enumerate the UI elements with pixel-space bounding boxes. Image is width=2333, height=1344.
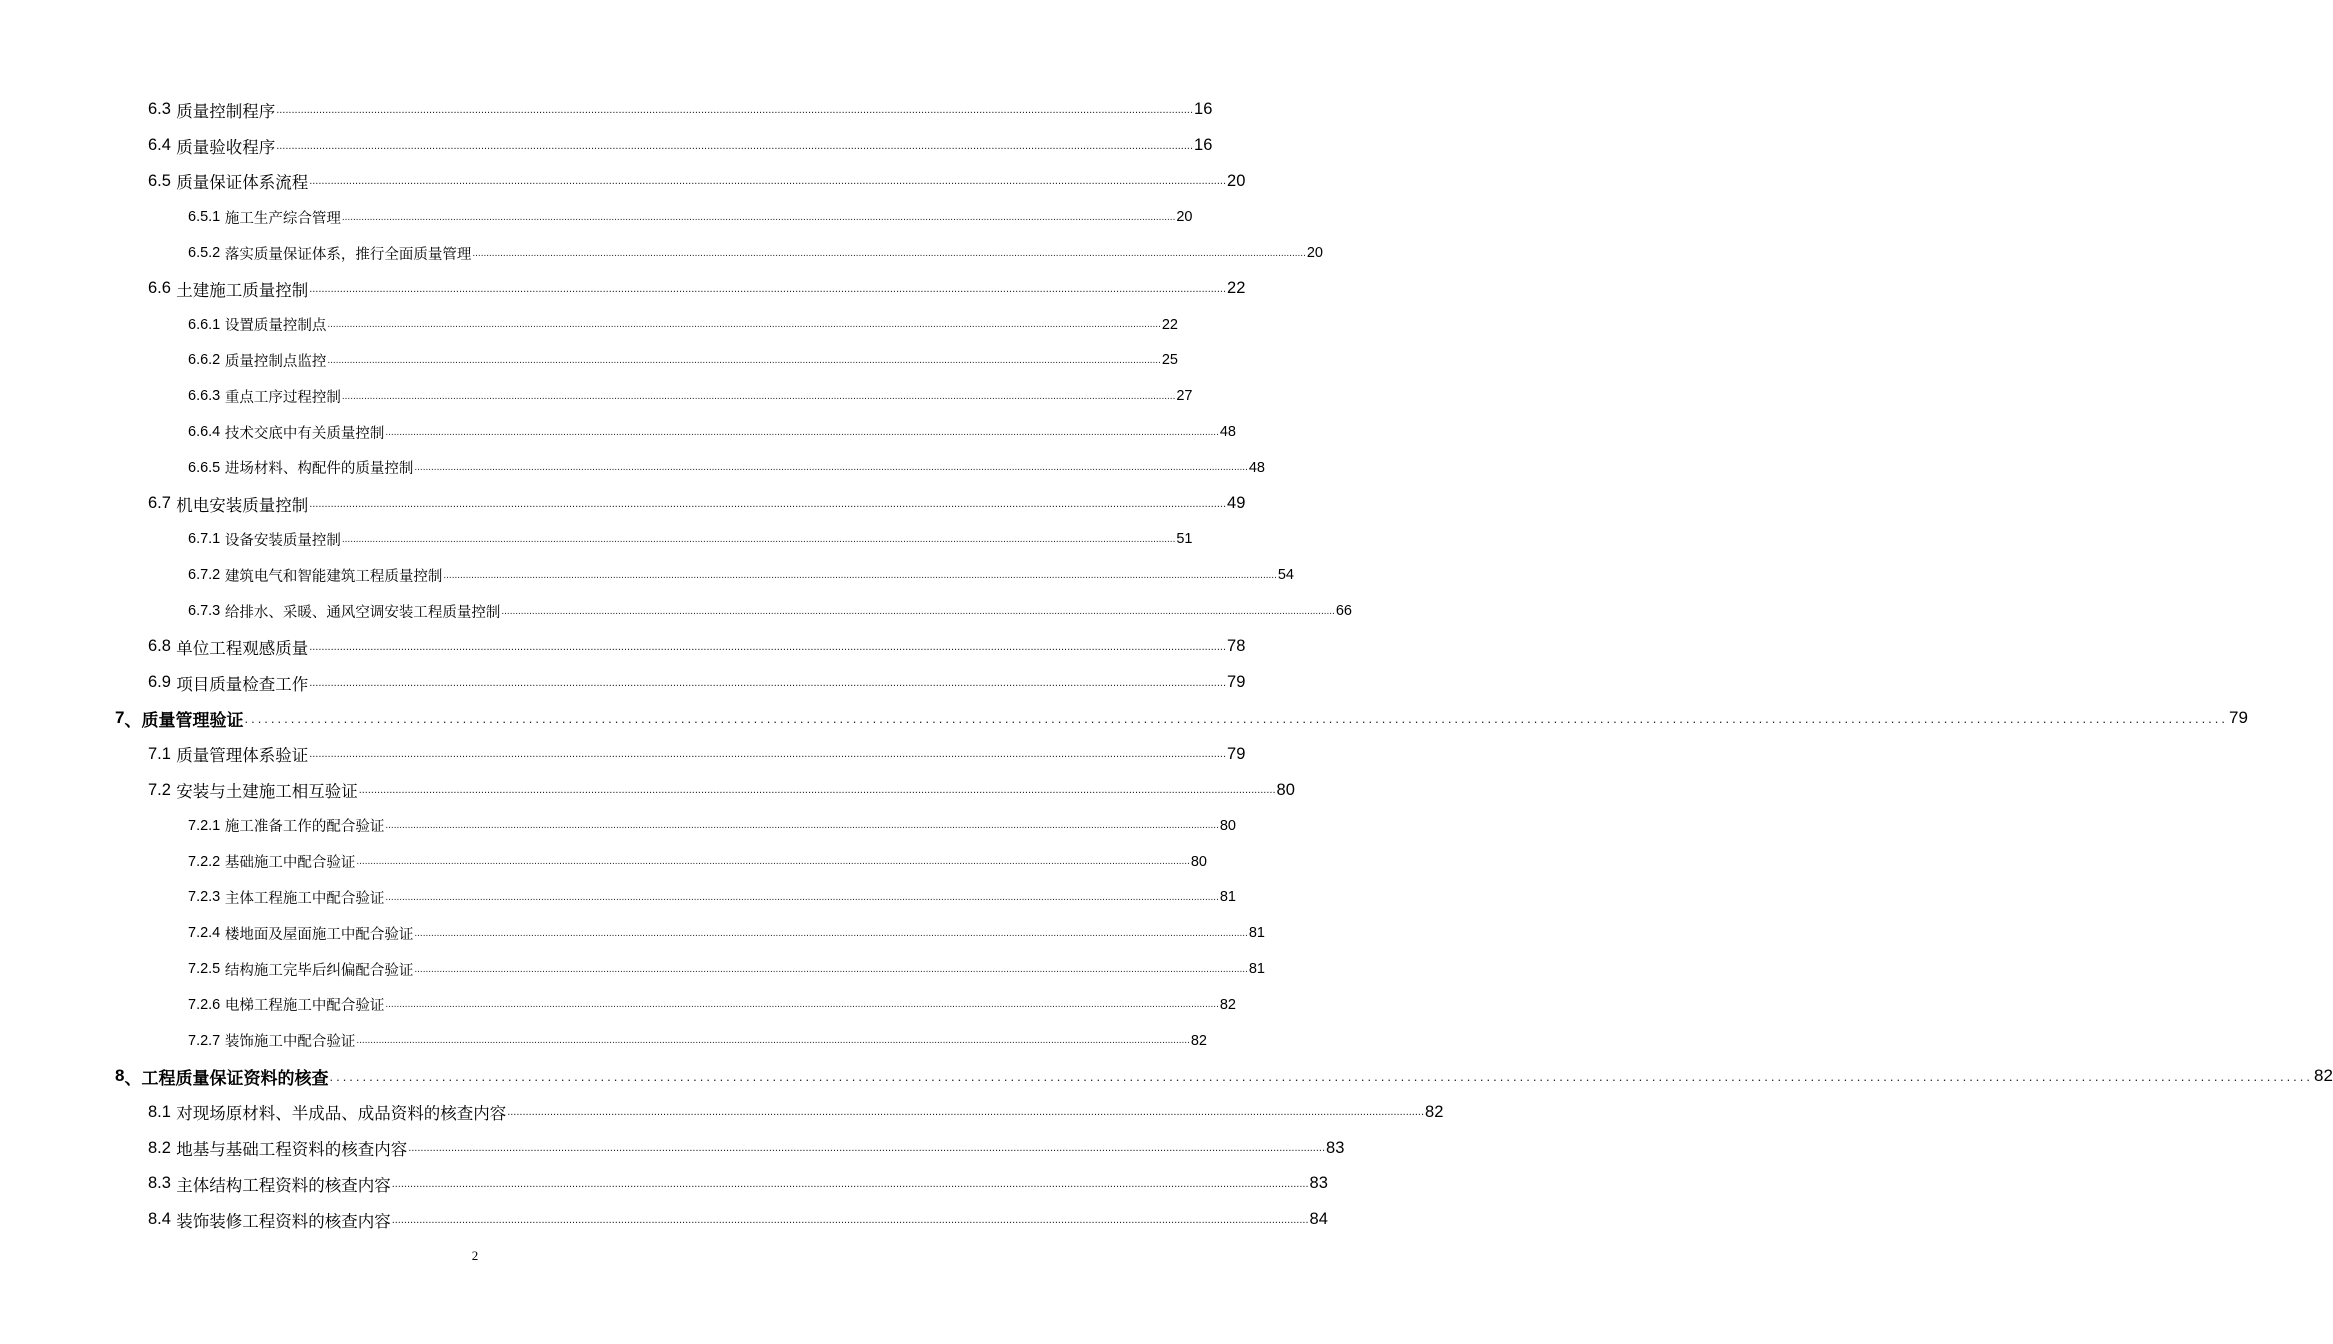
dot-leader: ............................................................................................................................................................................................................................................................................................................ bbox=[327, 319, 1161, 331]
toc-entry-title: 质量管理体系验证 bbox=[176, 746, 309, 766]
toc-entry-page: 20 bbox=[1306, 245, 1323, 262]
dot-leader: ............................................................................................................................................................................................................................................................................................................ bbox=[472, 247, 1306, 259]
dot-leader: ............................................................................................................................................................................................................................................................................................................ bbox=[356, 856, 1190, 868]
toc-entry-page: 81 bbox=[1219, 889, 1236, 906]
toc-entry-number: 6.6.1 bbox=[188, 316, 221, 333]
dot-leader: ............................................................................................................................................................................................................................................................................................................ bbox=[391, 1177, 1309, 1190]
toc-entry-title: 楼地面及屋面施工中配合验证 bbox=[224, 926, 414, 943]
toc-entry-page: 16 bbox=[1194, 100, 1213, 119]
toc-entry-number: 7 bbox=[115, 708, 125, 728]
toc-entry[interactable] bbox=[0, 486, 1246, 522]
toc-entry[interactable] bbox=[0, 1094, 1444, 1130]
toc-entry-number: 6.6 bbox=[148, 279, 171, 298]
dot-leader: ............................................................................................................................................................................................................................................................................................................ bbox=[507, 1106, 1425, 1119]
toc-entry-page: 25 bbox=[1161, 352, 1178, 369]
toc-entry[interactable] bbox=[0, 987, 1236, 1023]
toc-entry-number: 7.2.7 bbox=[188, 1032, 221, 1049]
toc-entry-title: 、工程质量保证资料的核查 bbox=[124, 1068, 329, 1089]
toc-entry-title: 项目质量检查工作 bbox=[176, 674, 309, 694]
toc-entry[interactable] bbox=[0, 1202, 1328, 1238]
toc-entry-number: 6.8 bbox=[148, 637, 171, 656]
toc-entry-number: 6.3 bbox=[148, 100, 171, 119]
toc-entry[interactable] bbox=[0, 1130, 1345, 1166]
toc-entry-title: 机电安装质量控制 bbox=[176, 495, 309, 515]
toc-entry-page: 22 bbox=[1227, 279, 1246, 298]
toc-entry-title: 装饰施工中配合验证 bbox=[224, 1034, 356, 1051]
toc-entry-page: 51 bbox=[1176, 531, 1193, 548]
toc-entry-number: 6.6.2 bbox=[188, 352, 221, 369]
toc-entry[interactable] bbox=[0, 307, 1178, 343]
toc-entry-number: 6.7.1 bbox=[188, 531, 221, 548]
page-number: 2 bbox=[471, 1248, 479, 1263]
toc-entry-page: 80 bbox=[1276, 780, 1295, 799]
toc-entry-number: 6.6.4 bbox=[188, 424, 221, 441]
toc-entry[interactable] bbox=[0, 128, 1213, 164]
toc-entry-page: 54 bbox=[1277, 567, 1294, 584]
toc-entry[interactable] bbox=[0, 235, 1323, 271]
toc-entry-number: 6.7.3 bbox=[188, 603, 221, 620]
toc-entry-title: 质量验收程序 bbox=[176, 137, 276, 157]
dot-leader: ............................................................................................................................................................................................................................................................................................................ bbox=[414, 927, 1248, 939]
toc-entry[interactable] bbox=[0, 164, 1246, 200]
toc-entry-page: 78 bbox=[1227, 637, 1246, 656]
toc-entry-number: 7.2.1 bbox=[188, 817, 221, 834]
toc-entry[interactable] bbox=[0, 1166, 1328, 1202]
toc-entry[interactable] bbox=[0, 593, 1352, 629]
toc-entry-number: 8.2 bbox=[148, 1138, 171, 1157]
toc-entry-page: 82 bbox=[1425, 1102, 1444, 1121]
toc-entry-number: 6.6.3 bbox=[188, 388, 221, 405]
toc-entry-title: 进场材料、构配件的质量控制 bbox=[224, 461, 414, 478]
toc-entry-title: 给排水、采暖、通风空调安装工程质量控制 bbox=[224, 604, 501, 621]
toc-entry-number: 7.2.4 bbox=[188, 925, 221, 942]
dot-leader: ............................................................................................................................................................................................................................................................................................................ bbox=[385, 820, 1219, 832]
toc-entry[interactable] bbox=[0, 92, 1213, 128]
toc-entry-title: 质量控制点监控 bbox=[224, 353, 327, 370]
toc-entry[interactable] bbox=[0, 736, 1246, 772]
toc-entry[interactable] bbox=[0, 701, 2248, 737]
toc-entry[interactable] bbox=[0, 522, 1193, 558]
toc-entry-title: 技术交底中有关质量控制 bbox=[224, 425, 385, 442]
toc-entry-page: 81 bbox=[1248, 961, 1265, 978]
dot-leader: ............................................................................................................................................................................................................................................................................................................ bbox=[276, 103, 1194, 116]
dot-leader: ............................................................................................................................................................................................................................................................................................................ bbox=[244, 710, 2229, 726]
dot-leader: ............................................................................................................................................................................................................................................................................................................ bbox=[414, 462, 1248, 474]
dot-leader: ............................................................................................................................................................................................................................................................................................................ bbox=[309, 497, 1227, 510]
toc-entry[interactable] bbox=[0, 951, 1265, 987]
toc-entry[interactable] bbox=[0, 665, 1246, 701]
toc-entry-title: 单位工程观感质量 bbox=[176, 638, 309, 658]
toc-entry-title: 结构施工完毕后纠偏配合验证 bbox=[224, 962, 414, 979]
dot-leader: ............................................................................................................................................................................................................................................................................................................ bbox=[385, 891, 1219, 903]
toc-entry-page: 83 bbox=[1326, 1138, 1345, 1157]
toc-entry-title: 对现场原材料、半成品、成品资料的核查内容 bbox=[176, 1104, 507, 1124]
toc-entry-page: 20 bbox=[1227, 171, 1246, 190]
toc-entry-page: 80 bbox=[1219, 817, 1236, 834]
toc-entry-title: 落实质量保证体系，推行全面质量管理 bbox=[224, 246, 472, 263]
toc-entry-title: 土建施工质量控制 bbox=[176, 280, 309, 300]
toc-entry-title: 建筑电气和智能建筑工程质量控制 bbox=[224, 568, 443, 585]
dot-leader: ............................................................................................................................................................................................................................................................................................................ bbox=[443, 569, 1277, 581]
dot-leader: ............................................................................................................................................................................................................................................................................................................ bbox=[385, 426, 1219, 438]
toc-entry-page: 49 bbox=[1227, 494, 1246, 513]
dot-leader: ............................................................................................................................................................................................................................................................................................................ bbox=[408, 1142, 1326, 1154]
toc-entry-page: 66 bbox=[1335, 603, 1352, 620]
dot-leader: ............................................................................................................................................................................................................................................................................................................ bbox=[309, 175, 1227, 188]
toc-entry-title: 质量保证体系流程 bbox=[176, 173, 309, 193]
toc-entry-page: 27 bbox=[1176, 388, 1193, 405]
toc-entry-number: 7.2.5 bbox=[188, 961, 221, 978]
toc-entry-number: 6.9 bbox=[148, 673, 171, 692]
toc-entry-title: 基础施工中配合验证 bbox=[224, 855, 356, 872]
toc-entry-page: 80 bbox=[1190, 853, 1207, 870]
toc-entry-title: 施工准备工作的配合验证 bbox=[224, 819, 385, 836]
toc-entry-page: 83 bbox=[1309, 1174, 1328, 1193]
toc-entry-number: 7.2.6 bbox=[188, 996, 221, 1013]
toc-entry-number: 8.1 bbox=[148, 1102, 171, 1121]
toc-entry-title: 主体结构工程资料的核查内容 bbox=[176, 1175, 391, 1195]
toc-entry-title: 安装与土建施工相互验证 bbox=[176, 782, 358, 802]
dot-leader: ............................................................................................................................................................................................................................................................................................................ bbox=[309, 640, 1227, 653]
toc-entry-number: 6.7 bbox=[148, 494, 171, 513]
toc-entry-page: 84 bbox=[1309, 1210, 1328, 1229]
table-of-contents bbox=[0, 92, 2333, 1238]
toc-entry-number: 6.5.2 bbox=[188, 245, 221, 262]
dot-leader: ............................................................................................................................................................................................................................................................................................................ bbox=[309, 676, 1227, 689]
dot-leader: ............................................................................................................................................................................................................................................................................................................ bbox=[385, 999, 1219, 1011]
toc-entry-title: 施工生产综合管理 bbox=[224, 210, 341, 227]
toc-entry-number: 8 bbox=[115, 1066, 125, 1086]
toc-entry-title: 、质量管理验证 bbox=[124, 710, 244, 731]
toc-entry-title: 质量控制程序 bbox=[176, 101, 276, 121]
toc-entry-title: 设备安装质量控制 bbox=[224, 532, 341, 549]
toc-entry-title: 设置质量控制点 bbox=[224, 318, 327, 335]
dot-leader: ............................................................................................................................................................................................................................................................................................................ bbox=[309, 282, 1227, 295]
dot-leader: ............................................................................................................................................................................................................................................................................................................ bbox=[358, 784, 1276, 797]
toc-entry[interactable] bbox=[0, 880, 1236, 916]
toc-entry[interactable] bbox=[0, 450, 1265, 486]
toc-entry[interactable] bbox=[0, 915, 1265, 951]
toc-entry-title: 电梯工程施工中配合验证 bbox=[224, 998, 385, 1015]
dot-leader: ............................................................................................................................................................................................................................................................................................................ bbox=[501, 605, 1335, 617]
toc-entry[interactable] bbox=[0, 557, 1294, 593]
toc-entry-page: 16 bbox=[1194, 136, 1213, 155]
toc-entry-page: 81 bbox=[1248, 925, 1265, 942]
toc-entry-page: 79 bbox=[1227, 673, 1246, 692]
toc-entry-page: 79 bbox=[1227, 744, 1246, 763]
toc-entry-title: 地基与基础工程资料的核查内容 bbox=[176, 1140, 408, 1159]
toc-entry-page: 82 bbox=[1190, 1032, 1207, 1049]
toc-entry-number: 6.6.5 bbox=[188, 459, 221, 476]
toc-entry-title: 主体工程施工中配合验证 bbox=[224, 890, 385, 907]
toc-entry[interactable] bbox=[0, 414, 1236, 450]
toc-entry-page: 48 bbox=[1248, 459, 1265, 476]
dot-leader: ............................................................................................................................................................................................................................................................................................................ bbox=[341, 390, 1176, 402]
toc-entry-page: 22 bbox=[1161, 316, 1178, 333]
toc-entry-number: 7.2.2 bbox=[188, 853, 221, 870]
toc-entry-number: 7.2.3 bbox=[188, 889, 221, 906]
dot-leader: ............................................................................................................................................................................................................................................................................................................ bbox=[341, 533, 1176, 545]
dot-leader: ............................................................................................................................................................................................................................................................................................................ bbox=[341, 211, 1176, 223]
dot-leader: ............................................................................................................................................................................................................................................................................................................ bbox=[309, 748, 1227, 761]
toc-entry[interactable] bbox=[0, 343, 1178, 379]
toc-entry-page: 82 bbox=[2314, 1066, 2333, 1086]
toc-entry-page: 48 bbox=[1219, 424, 1236, 441]
toc-entry-number: 8.3 bbox=[148, 1174, 171, 1193]
toc-entry-number: 7.1 bbox=[148, 744, 171, 763]
toc-entry-number: 6.5.1 bbox=[188, 209, 221, 226]
dot-leader: ............................................................................................................................................................................................................................................................................................................ bbox=[276, 139, 1194, 152]
toc-entry[interactable] bbox=[0, 772, 1295, 808]
dot-leader: ............................................................................................................................................................................................................................................................................................................ bbox=[327, 354, 1161, 366]
toc-entry-number: 6.4 bbox=[148, 136, 171, 155]
toc-entry-title: 装饰装修工程资料的核查内容 bbox=[176, 1211, 391, 1231]
toc-entry-page: 20 bbox=[1176, 209, 1193, 226]
toc-entry[interactable] bbox=[0, 199, 1193, 235]
toc-entry-number: 6.5 bbox=[148, 171, 171, 190]
toc-entry-page: 79 bbox=[2229, 708, 2248, 728]
toc-entry[interactable] bbox=[0, 378, 1193, 414]
toc-entry-title: 重点工序过程控制 bbox=[224, 389, 341, 406]
dot-leader: ............................................................................................................................................................................................................................................................................................................ bbox=[414, 963, 1248, 975]
toc-entry-page: 82 bbox=[1219, 996, 1236, 1013]
toc-entry[interactable] bbox=[0, 808, 1236, 844]
toc-entry[interactable] bbox=[0, 271, 1246, 307]
dot-leader: ............................................................................................................................................................................................................................................................................................................ bbox=[329, 1068, 2314, 1084]
toc-entry[interactable] bbox=[0, 1059, 2333, 1095]
toc-entry-number: 6.7.2 bbox=[188, 567, 221, 584]
toc-entry-number: 8.4 bbox=[148, 1210, 171, 1229]
toc-entry-number: 7.2 bbox=[148, 780, 171, 799]
toc-entry[interactable] bbox=[0, 1023, 1207, 1059]
toc-entry[interactable] bbox=[0, 844, 1207, 880]
dot-leader: ............................................................................................................................................................................................................................................................................................................ bbox=[356, 1035, 1190, 1047]
dot-leader: ............................................................................................................................................................................................................................................................................................................ bbox=[391, 1213, 1309, 1226]
toc-entry[interactable] bbox=[0, 629, 1246, 665]
